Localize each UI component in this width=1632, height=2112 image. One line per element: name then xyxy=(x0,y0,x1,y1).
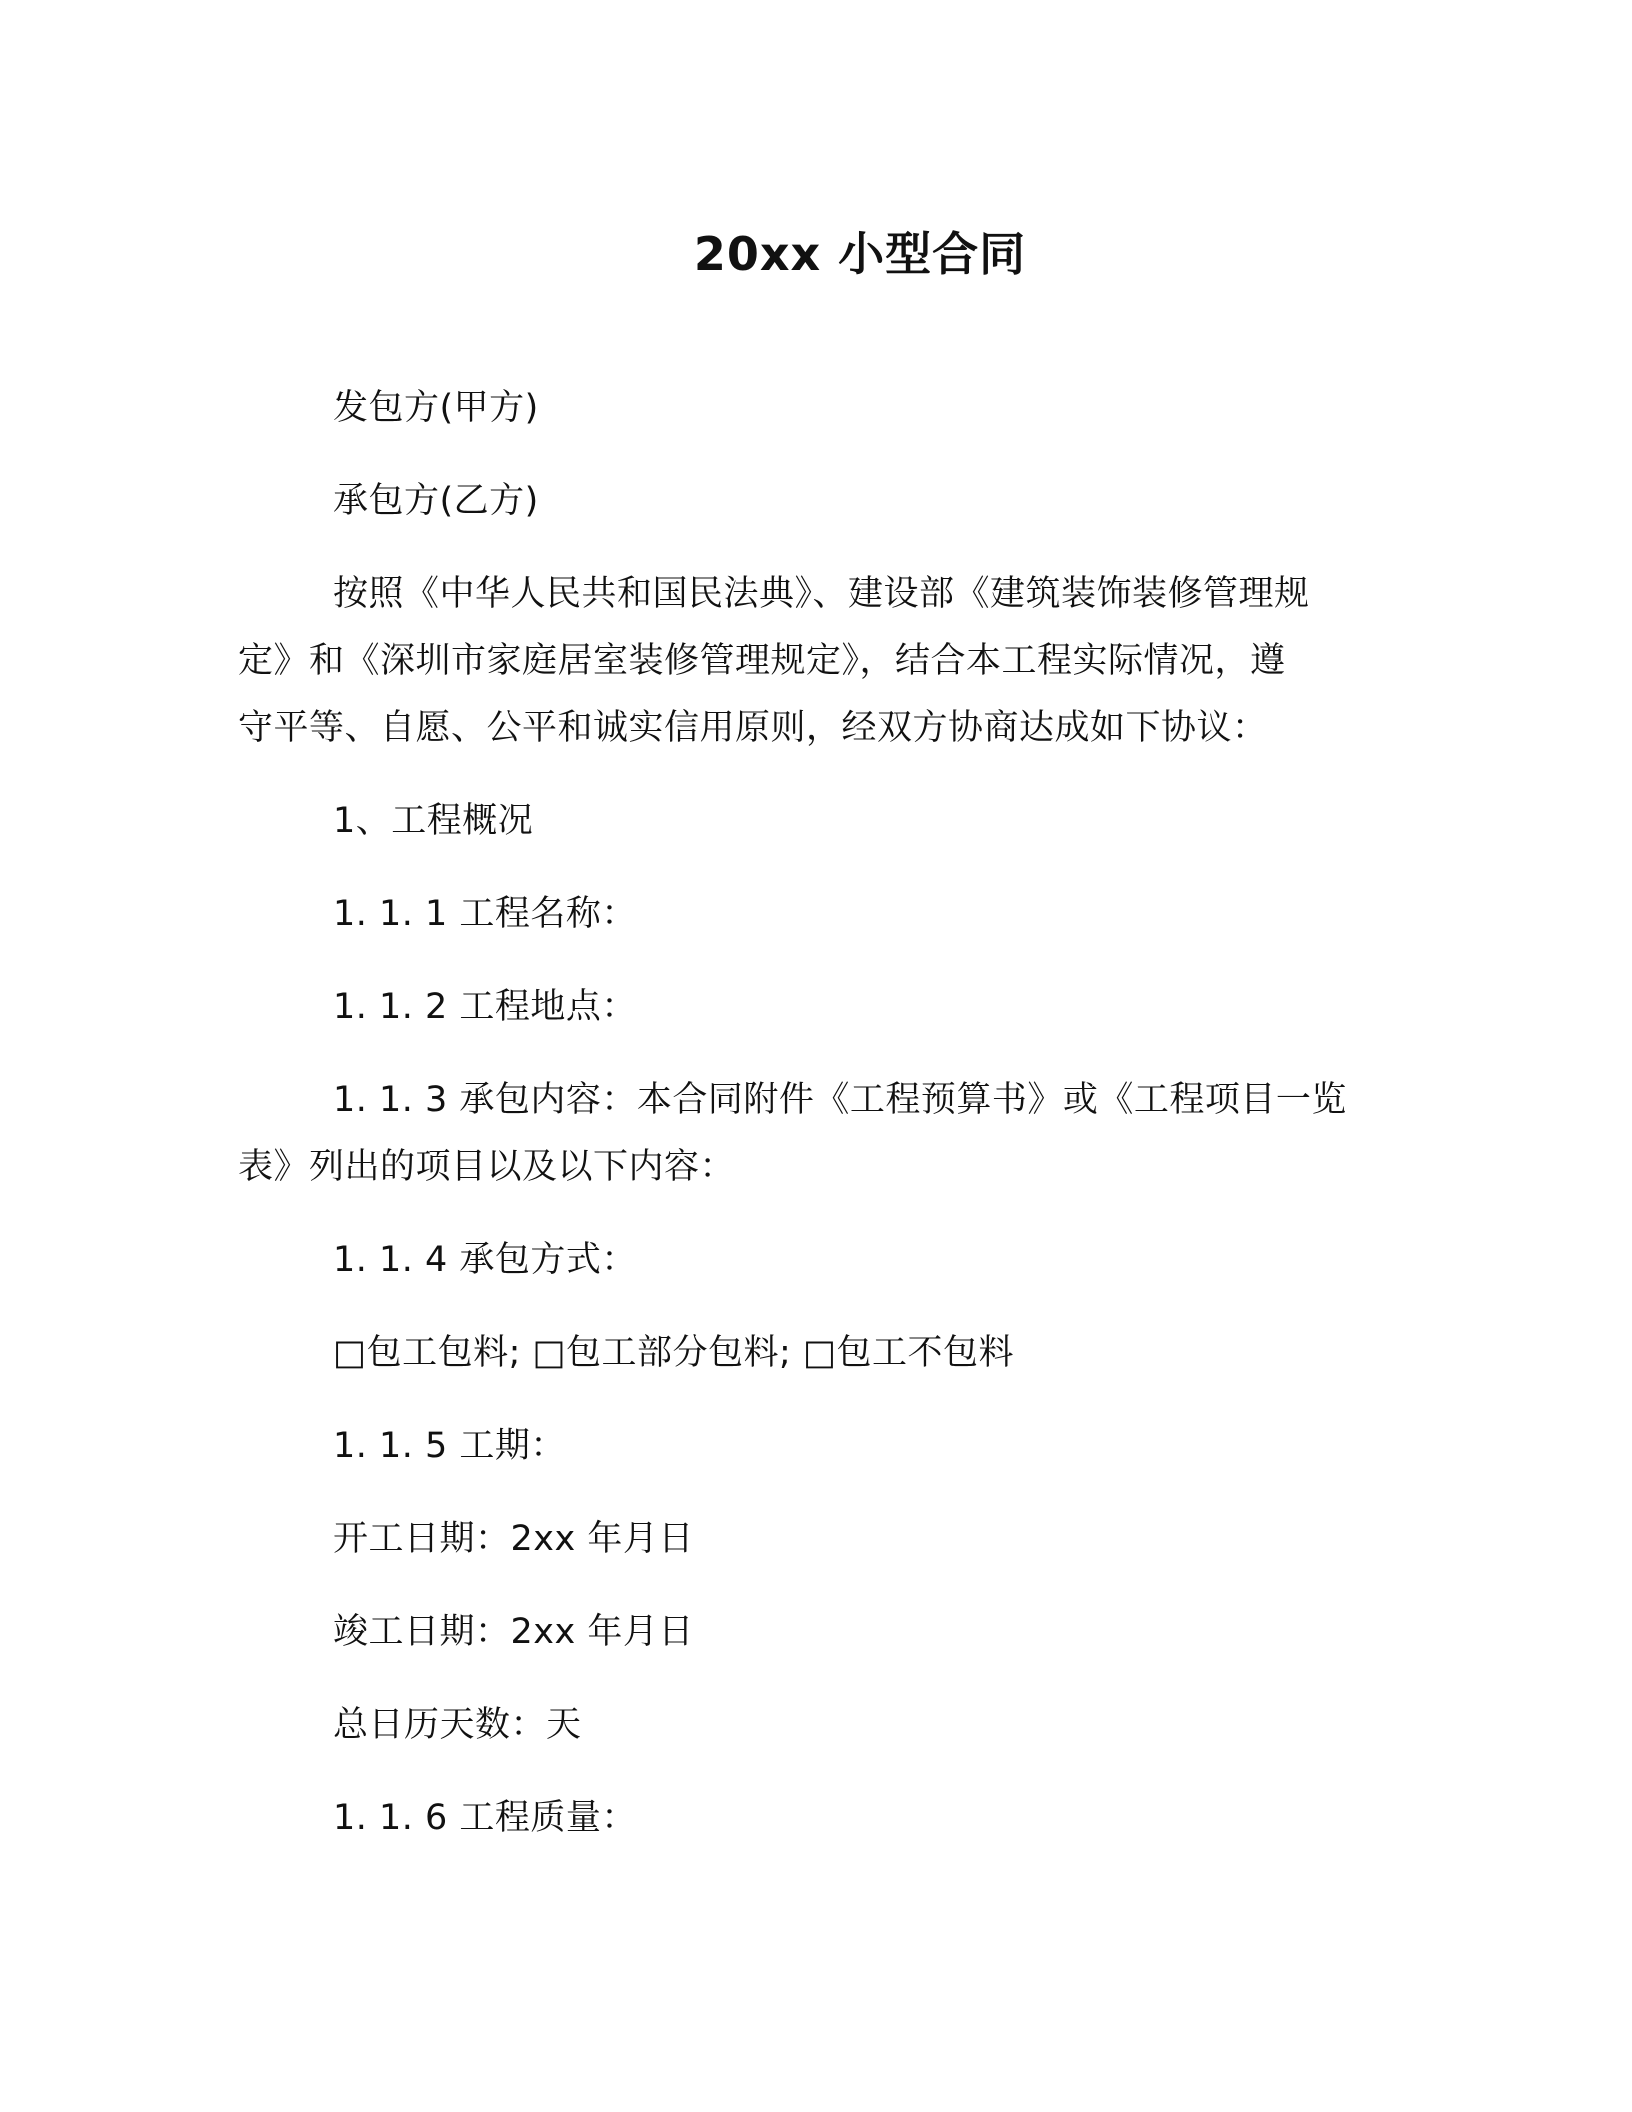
section-heading-1: 1、工程概况 xyxy=(333,801,534,841)
preamble-line-2: 定》和《深圳市家庭居室装修管理规定》，结合本工程实际情况，遵 xyxy=(238,641,1286,681)
preamble-line-1: 按照《中华人民共和国民法典》、建设部《建筑装饰装修管理规 xyxy=(333,574,1310,614)
contract-options: □包工包料; □包工部分包料; □包工不包料 xyxy=(333,1333,1015,1373)
item-1-1-4: 1. 1. 4 承包方式： xyxy=(333,1240,637,1280)
total-days-line: 总日历天数：天 xyxy=(333,1705,582,1745)
end-date-line: 竣工日期：2xx 年月日 xyxy=(333,1612,694,1652)
item-1-1-2: 1. 1. 2 工程地点： xyxy=(333,987,637,1027)
item-1-1-3-line-2: 表》列出的项目以及以下内容： xyxy=(238,1147,736,1187)
party-b-line: 承包方(乙方) xyxy=(333,481,539,521)
document-title: 20xx 小型合同 xyxy=(693,227,1027,281)
item-1-1-3-line-1: 1. 1. 3 承包内容：本合同附件《工程预算书》或《工程项目一览 xyxy=(333,1080,1347,1120)
item-1-1-6: 1. 1. 6 工程质量： xyxy=(333,1798,637,1838)
party-a-line: 发包方(甲方) xyxy=(333,388,539,428)
item-1-1-1: 1. 1. 1 工程名称： xyxy=(333,894,637,934)
preamble-line-3: 守平等、自愿、公平和诚实信用原则，经双方协商达成如下协议： xyxy=(238,708,1268,748)
start-date-line: 开工日期：2xx 年月日 xyxy=(333,1519,694,1559)
item-1-1-5: 1. 1. 5 工期： xyxy=(333,1426,566,1466)
